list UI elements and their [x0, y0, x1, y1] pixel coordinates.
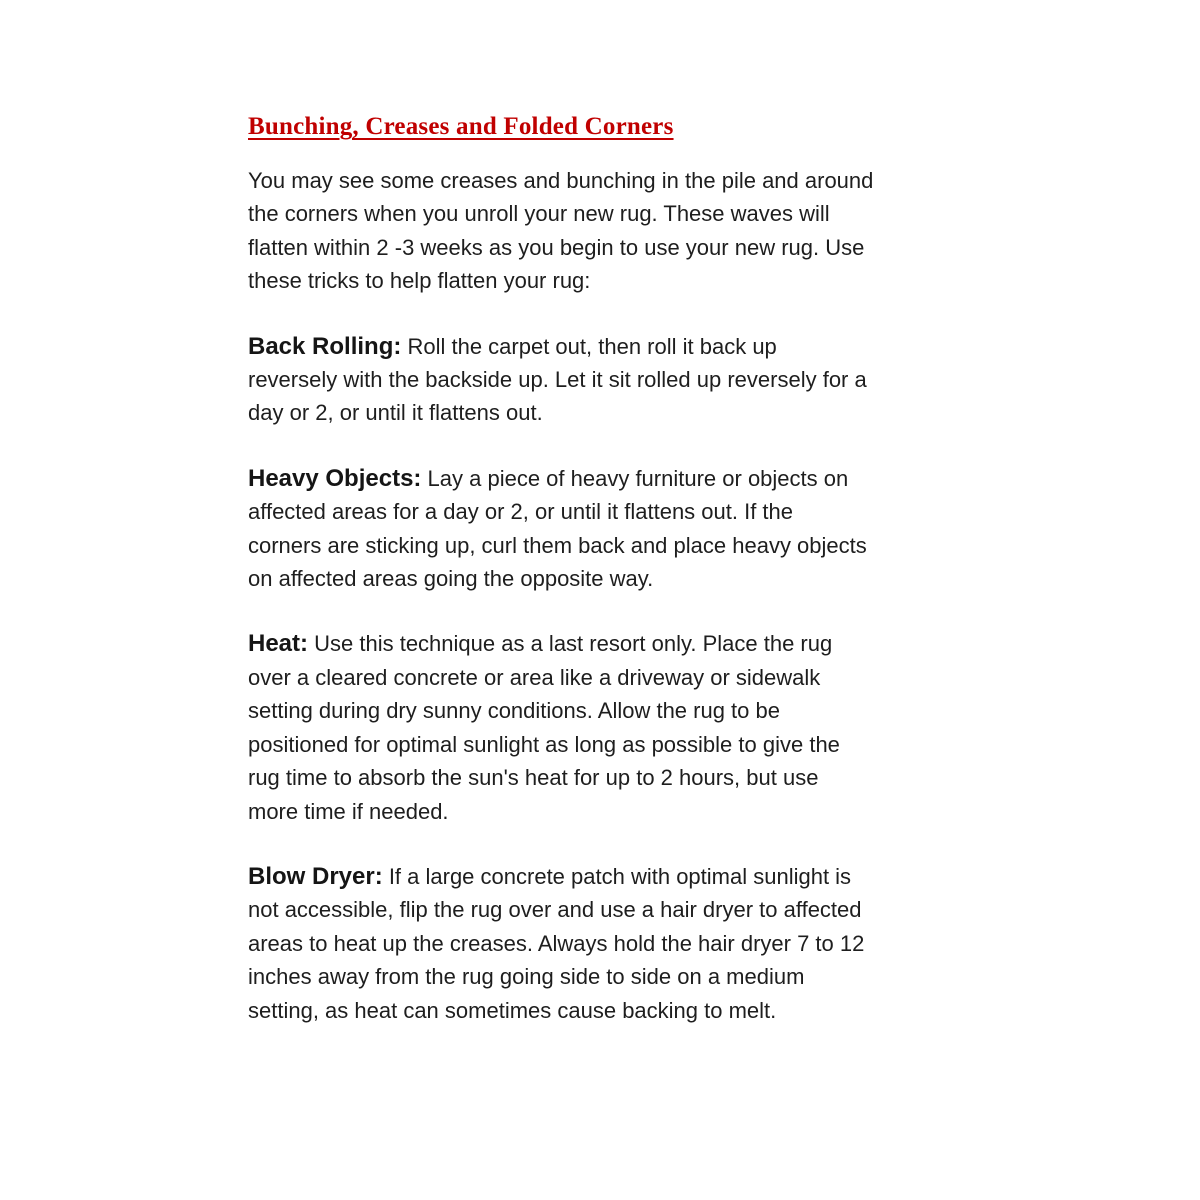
section-text: Roll the carpet out, then roll it back up: [401, 333, 777, 359]
section-line: [248, 860, 978, 893]
section-heading: Back Rolling:: [248, 332, 402, 360]
section-line: affected areas for a day or 2, or until it flattens out. If the: [248, 499, 794, 525]
intro-line: these tricks to help flatten your rug:: [248, 268, 591, 294]
section-heading: Blow Dryer:: [248, 862, 383, 890]
section-line: over a cleared concrete or area like a driveway or sidewalk: [248, 664, 821, 690]
section-line: more time if needed.: [248, 798, 449, 824]
section-blow-dryer: [248, 860, 978, 1027]
section-heat: [248, 627, 978, 827]
section-back-rolling: [248, 330, 978, 430]
section-line: corners are sticking up, curl them back and place heavy objects: [248, 532, 867, 558]
intro-paragraph: [248, 164, 978, 298]
section-line: [248, 330, 978, 363]
section-heavy-objects: [248, 462, 978, 596]
section-text: If a large concrete patch with optimal sunlight is: [382, 863, 852, 889]
section-heading: Heavy Objects:: [248, 464, 422, 492]
section-line: inches away from the rug going side to side on a medium: [248, 964, 805, 990]
intro-line: You may see some creases and bunching in the pile and around: [248, 168, 874, 193]
section-heading: Heat:: [248, 630, 309, 658]
section-line: [248, 462, 978, 495]
section-line: setting during dry sunny conditions. Allow the rug to be: [248, 698, 780, 724]
intro-line: flatten within 2 -3 weeks as you begin to use your new rug. Use: [248, 234, 865, 260]
section-line: not accessible, flip the rug over and use a hair dryer to affected: [248, 897, 862, 923]
section-line: positioned for optimal sunlight as long as possible to give the: [248, 731, 840, 757]
section-line: areas to heat up the creases. Always hold the hair dryer 7 to 12: [248, 930, 865, 956]
section-line: reversely with the backside up. Let it sit rolled up reversely for a: [248, 367, 867, 393]
section-text: Lay a piece of heavy furniture or objects on: [421, 465, 849, 491]
section-line: rug time to absorb the sun's heat for up to 2 hours, but use: [248, 765, 819, 791]
section-line: [248, 627, 978, 660]
intro-line: the corners when you unroll your new rug. These waves will: [248, 201, 830, 227]
section-text: Use this technique as a last resort only. Place the rug: [308, 631, 833, 657]
section-line: day or 2, or until it flattens out.: [248, 400, 543, 426]
section-line: setting, as heat can sometimes cause backing to melt.: [248, 997, 777, 1023]
page-title: Bunching, Creases and Folded Corners: [248, 113, 674, 140]
section-line: on affected areas going the opposite way.: [248, 566, 654, 592]
document-content: [248, 110, 978, 1027]
